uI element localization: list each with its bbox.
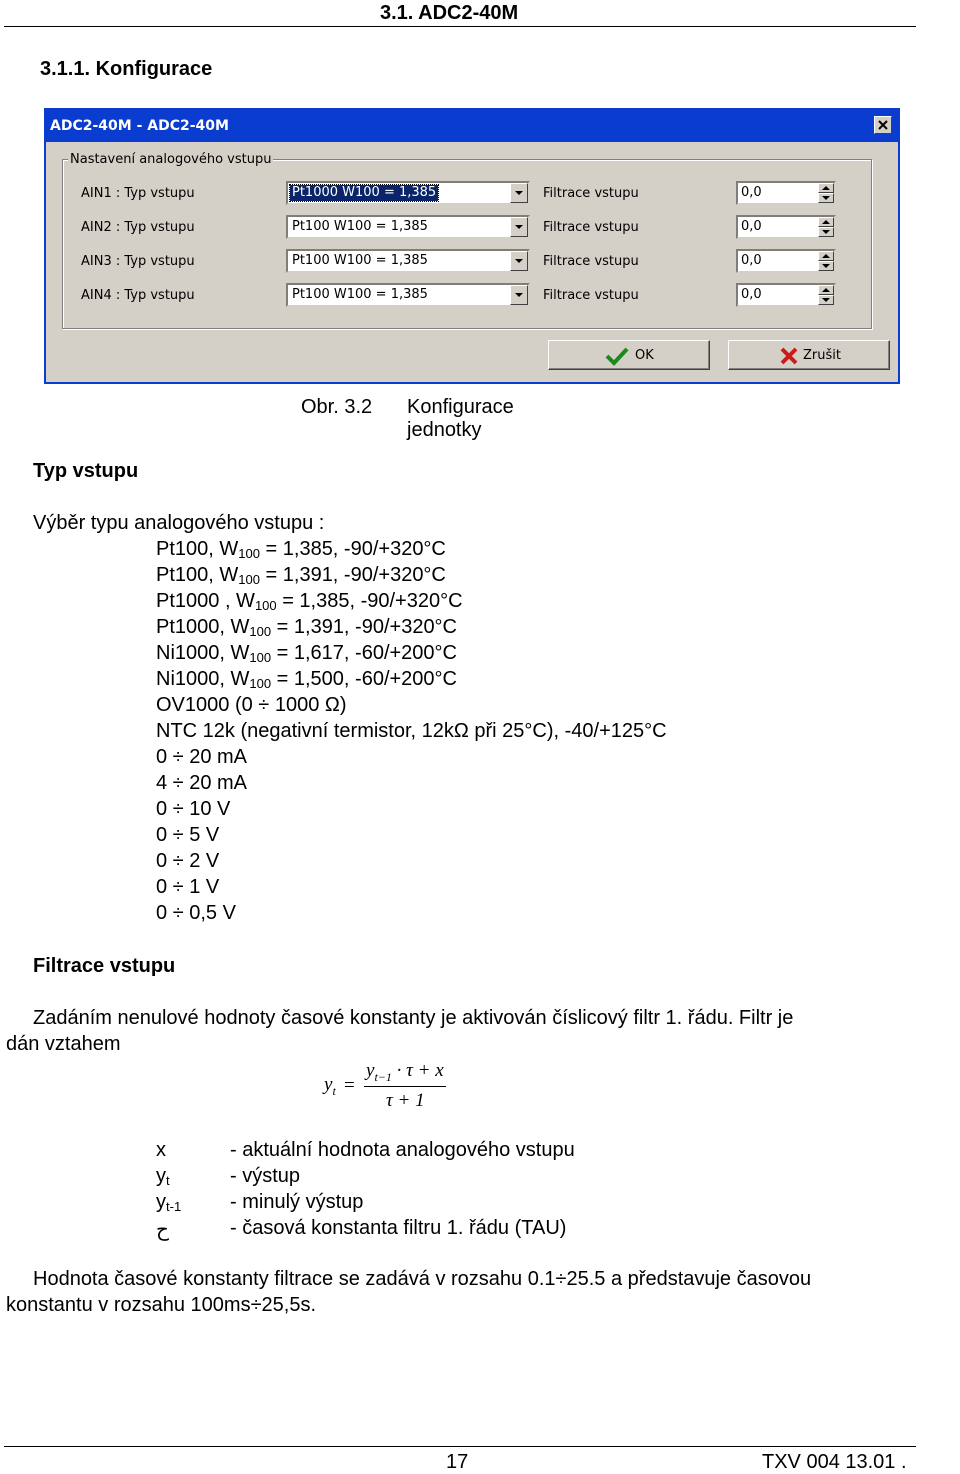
fraction-bar xyxy=(364,1086,446,1087)
dialog-title: ADC2-40M - ADC2-40M xyxy=(50,118,229,134)
spin-up-icon[interactable] xyxy=(818,251,834,261)
list-item: Ni1000, $W_{100} = 1,617$, -60/+200°C xyxy=(156,642,457,665)
spin-up-icon[interactable] xyxy=(818,285,834,295)
ain3-filter-spinner[interactable] xyxy=(736,249,836,273)
filtrace-paragraph-line2: dán vztahem xyxy=(6,1033,121,1055)
filtrace-heading: Filtrace vstupu xyxy=(33,955,176,977)
list-item: 0 ÷ 20 mA xyxy=(156,746,248,768)
cancel-button[interactable] xyxy=(728,340,890,370)
ain3-filter-label: Filtrace vstupu xyxy=(543,254,639,269)
list-item: Pt1000, $W_{100} = 1,391$, -90/+320°C xyxy=(156,616,458,639)
closing-paragraph-line1: Hodnota časové konstanty filtrace se zadává v rozsahu 0.1÷25.5 a představuje časovou xyxy=(33,1268,812,1290)
ain1-label: AIN1 : Typ vstupu xyxy=(81,186,195,201)
spin-up-icon[interactable] xyxy=(818,183,834,193)
ain2-filter-spinner[interactable] xyxy=(736,215,836,239)
list-item: Ni1000, $W_{100} = 1,500$, -60/+200°C xyxy=(156,668,457,691)
ain2-filter-value: 0,0 xyxy=(741,219,762,234)
page-number: 17 xyxy=(446,1451,469,1473)
formula-numerator: $y_{t-1} \cdot \tau + x$ xyxy=(366,1060,444,1084)
definition-symbol: $y_t$ xyxy=(156,1165,170,1188)
document-id: TXV 004 13.01 . xyxy=(762,1451,907,1473)
figure-caption xyxy=(301,396,514,441)
ain1-filter-value: 0,0 xyxy=(741,185,762,200)
ain1-type-value: Pt1000 W100 = 1,385 xyxy=(292,185,437,200)
formula-denominator: τ + 1 xyxy=(386,1090,425,1111)
definition-symbol: ح xyxy=(156,1219,169,1241)
typ-vstupu-heading: Typ vstupu xyxy=(33,460,139,482)
close-button[interactable] xyxy=(874,116,892,134)
ain4-filter-value: 0,0 xyxy=(741,287,762,302)
config-dialog xyxy=(44,108,900,384)
spin-down-icon[interactable] xyxy=(818,261,834,271)
ain1-filter-spinner[interactable] xyxy=(736,181,836,205)
definition-symbol: x xyxy=(156,1139,166,1161)
ok-button[interactable] xyxy=(548,340,710,370)
list-item: 0 ÷ 2 V xyxy=(156,850,220,872)
list-item: Pt100, $W_{100} = 1,391$, -90/+320°C xyxy=(156,564,446,587)
spin-down-icon[interactable] xyxy=(818,227,834,237)
list-item: NTC 12k (negativní termistor, 12kΩ při 25°C), -40/+125°C xyxy=(156,720,667,742)
definition-text: - výstup xyxy=(230,1165,301,1187)
list-item: Pt1000 , $W_{100} = 1,385$, -90/+320°C xyxy=(156,590,463,613)
ain3-type-select[interactable] xyxy=(286,249,530,273)
ain1-type-select[interactable] xyxy=(286,181,530,205)
header-divider xyxy=(4,26,916,27)
ain4-filter-label: Filtrace vstupu xyxy=(543,288,639,303)
ain4-filter-spinner[interactable] xyxy=(736,283,836,307)
list-item: OV1000 (0 ÷ 1000 Ω) xyxy=(156,694,347,716)
cross-icon xyxy=(779,346,799,366)
ain4-type-select[interactable] xyxy=(286,283,530,307)
definition-symbol: $y_{t-1}$ xyxy=(156,1191,182,1214)
list-item: Pt100, $W_{100} = 1,385$, -90/+320°C xyxy=(156,538,446,561)
ain3-label: AIN3 : Typ vstupu xyxy=(81,254,195,269)
cancel-label: Zrušit xyxy=(803,348,841,363)
caption-label: Obr. 3.2 xyxy=(301,396,373,418)
spin-down-icon[interactable] xyxy=(818,295,834,305)
close-icon xyxy=(878,120,888,130)
formula-equals: = xyxy=(344,1075,355,1096)
header-title: 3.1. ADC2-40M xyxy=(380,2,519,24)
chevron-down-icon[interactable] xyxy=(510,251,528,271)
chevron-down-icon[interactable] xyxy=(510,183,528,203)
ain1-filter-label: Filtrace vstupu xyxy=(543,186,639,201)
typ-vstupu-intro: Výběr typu analogového vstupu : xyxy=(33,512,325,534)
caption-text: Konfigurace jednotky xyxy=(407,396,514,441)
footer-divider xyxy=(4,1446,916,1447)
ain4-label: AIN4 : Typ vstupu xyxy=(81,288,195,303)
ain2-type-value: Pt100 W100 = 1,385 xyxy=(292,219,428,234)
spin-up-icon[interactable] xyxy=(818,217,834,227)
ain4-type-value: Pt100 W100 = 1,385 xyxy=(292,287,428,302)
list-item: 4 ÷ 20 mA xyxy=(156,772,248,794)
section-title: 3.1.1. Konfigurace xyxy=(40,58,213,80)
ain2-filter-label: Filtrace vstupu xyxy=(543,220,639,235)
chevron-down-icon[interactable] xyxy=(510,217,528,237)
definition-text: - minulý výstup xyxy=(230,1191,364,1213)
filter-formula xyxy=(320,1060,460,1120)
checkmark-icon xyxy=(605,346,629,366)
filtrace-paragraph-line1: Zadáním nenulové hodnoty časové konstanty je aktivován číslicový filtr 1. řádu. Filtr je xyxy=(33,1007,794,1029)
list-item: 0 ÷ 5 V xyxy=(156,824,220,846)
list-item: 0 ÷ 0,5 V xyxy=(156,902,236,924)
definition-text: - časová konstanta filtru 1. řádu (TAU) xyxy=(230,1217,567,1239)
dialog-titlebar xyxy=(46,110,898,142)
ok-label: OK xyxy=(635,348,654,363)
definition-text: - aktuální hodnota analogového vstupu xyxy=(230,1139,575,1161)
ain2-label: AIN2 : Typ vstupu xyxy=(81,220,195,235)
chevron-down-icon[interactable] xyxy=(510,285,528,305)
ain2-type-select[interactable] xyxy=(286,215,530,239)
closing-paragraph-line2: konstantu v rozsahu 100ms÷25,5s. xyxy=(6,1294,317,1316)
ain3-type-value: Pt100 W100 = 1,385 xyxy=(292,253,428,268)
formula-lhs: $y_t$ xyxy=(324,1074,336,1098)
spin-down-icon[interactable] xyxy=(818,193,834,203)
list-item: 0 ÷ 10 V xyxy=(156,798,231,820)
list-item: 0 ÷ 1 V xyxy=(156,876,220,898)
groupbox-label: Nastavení analogového vstupu xyxy=(70,152,272,167)
ain3-filter-value: 0,0 xyxy=(741,253,762,268)
